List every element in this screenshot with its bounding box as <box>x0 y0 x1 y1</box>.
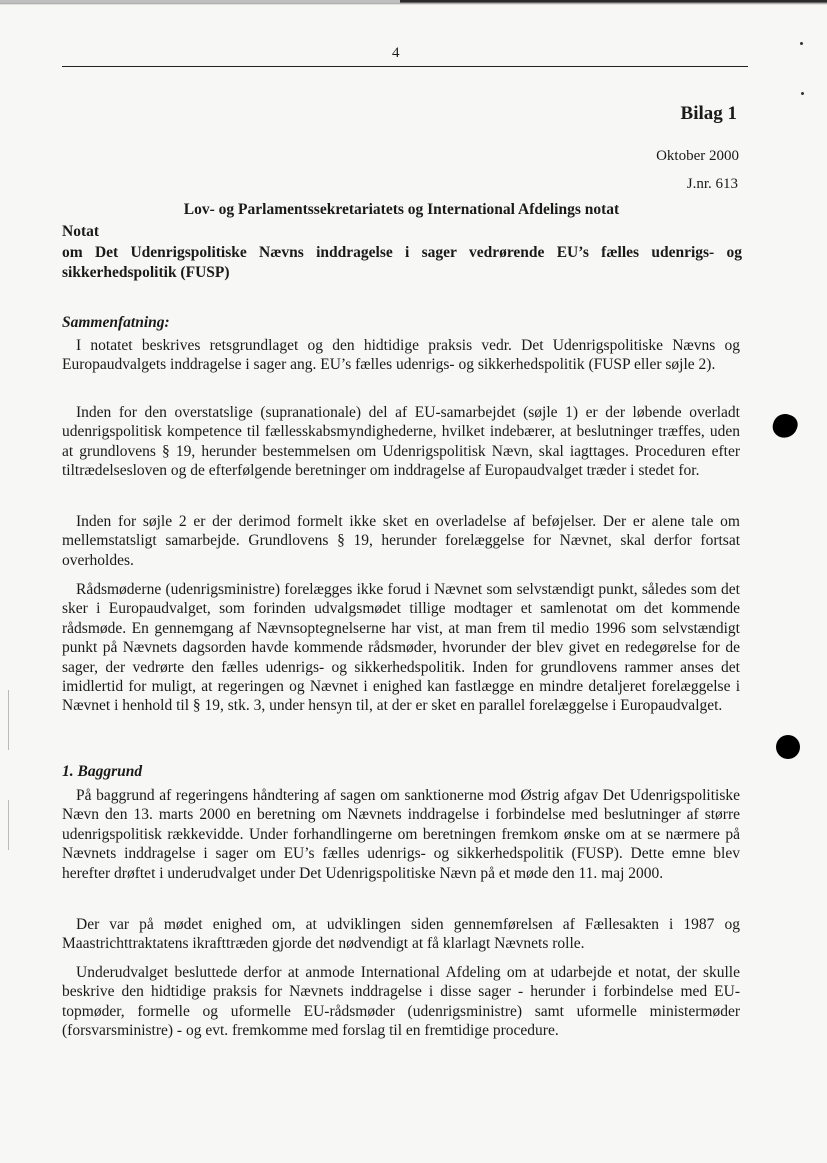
background-paragraph: Underudvalget besluttede derfor at anmode International Afdeling om at udarbejde et notat, der skulle beskrive den hidtidige praksis for Nævnets inddragelse i disse sager - herunder i forbindelse med EU-topmøder, formelle og uformelle EU-rådsmøder (udenrigsministre) samt uformelle ministermøder (forsvarsministre) - og evt. fremkomme med forslag til en fremtidige procedure. <box>62 964 740 1040</box>
journal-number: J.nr. 613 <box>686 176 738 192</box>
page-number: 4 <box>392 45 400 61</box>
summary-paragraph: I notatet beskrives retsgrundlaget og den hidtidige praksis vedr. Det Udenrigspolitiske Nævns og Europaudvalgets inddragelse i sager ang. EU’s fælles udenrigs- og sikkerhedspolitik (FUSP eller søjle 2). <box>62 337 740 374</box>
scan-margin-mark <box>8 800 9 850</box>
document-subject: om Det Udenrigspolitiske Nævns inddragelse i sager vedrørende EU’s fælles udenrigs- og sikkerhedspolitik (FUSP) <box>62 244 742 281</box>
summary-paragraph: Inden for søjle 2 er der derimod formelt ikke sket en overladelse af beføjelser. Der er alene tale om mellemstatsligt samarbejde. Grundlovens § 19, herunder forelæggelse for Nævnet, skal derfor fortsat overholdes. <box>62 513 740 569</box>
header-rule <box>62 66 748 67</box>
summary-heading: Sammenfatning: <box>62 314 170 331</box>
notat-label: Notat <box>62 223 100 240</box>
summary-paragraph: Inden for den overstatslige (supranationale) del af EU-samarbejdet (søjle 1) er der løbende overladt udenrigspolitisk kompetence til fællesskabsmyndighederne, hvilket indebærer, at beslutninger træffes, uden at grundlovens § 19, herunder bestemmelsen om Udenrigspolitisk Nævn, skal iagttages. Proceduren efter tiltrædelsesloven og de efterfølgende beretninger om inddragelse af Europaudvalget træder i stedet for. <box>62 404 740 480</box>
background-paragraph: Der var på mødet enighed om, at udviklingen siden gennemførelsen af Fællesakten i 1987 og Maastrichttraktatens ikrafttræden gjorde det nødvendigt at få klarlagt Nævnets rolle. <box>62 916 740 953</box>
punch-hole <box>770 411 801 442</box>
section-heading-background: 1. Baggrund <box>62 763 143 780</box>
scan-margin-mark <box>8 690 9 750</box>
document-title: Lov- og Parlamentssekretariatets og International Afdelings notat <box>183 201 620 218</box>
punch-hole <box>776 735 800 759</box>
summary-paragraph: Rådsmøderne (udenrigsministre) forelægges ikke forud i Nævnet som selvstændigt punkt, således som det sker i Europaudvalget, som forinden udvalgsmødet tillige modtager et samlenotat om det kommende rådsmøde. En gennemgang af Nævnsoptegnelserne har vist, at man frem til medio 1996 som selvstændigt punkt på Nævnets dagsorden havde kommende rådsmøder, hvorunder der blev givet en redegørelse for de sager, der vedrørte den fælles udenrigs- og sikkerhedspolitik. Inden for grundlovens rammer anses det imidlertid for muligt, at regeringen og Nævnet i enighed kan fastlægge en mindre detaljeret forelæggelse i Nævnet i henhold til § 19, stk. 3, under hensyn til, at der er sket en parallel forelæggelse i Europaudvalget. <box>62 581 740 715</box>
scan-edge-light <box>0 0 400 3</box>
scan-speck <box>800 42 803 45</box>
document-date: Oktober 2000 <box>656 148 739 164</box>
appendix-label: Bilag 1 <box>680 103 737 124</box>
scan-speck <box>801 92 804 95</box>
background-paragraph: På baggrund af regeringens håndtering af sagen om sanktionerne mod Østrig afgav Det Udenrigspolitiske Nævn den 13. marts 2000 en beretning om Nævnets inddragelse i forbindelse med beslutninger af større udenrigspolitisk rækkevidde. Under forhandlingerne om beretningen fremkom ønske om at se nærmere på Nævnets inddragelse i sager om EU’s fælles udenrigs- og sikkerhedspolitik (FUSP). Dette emne blev herefter drøftet i underudvalget under Det Udenrigspolitiske Nævn på et møde den 11. maj 2000. <box>62 787 740 882</box>
